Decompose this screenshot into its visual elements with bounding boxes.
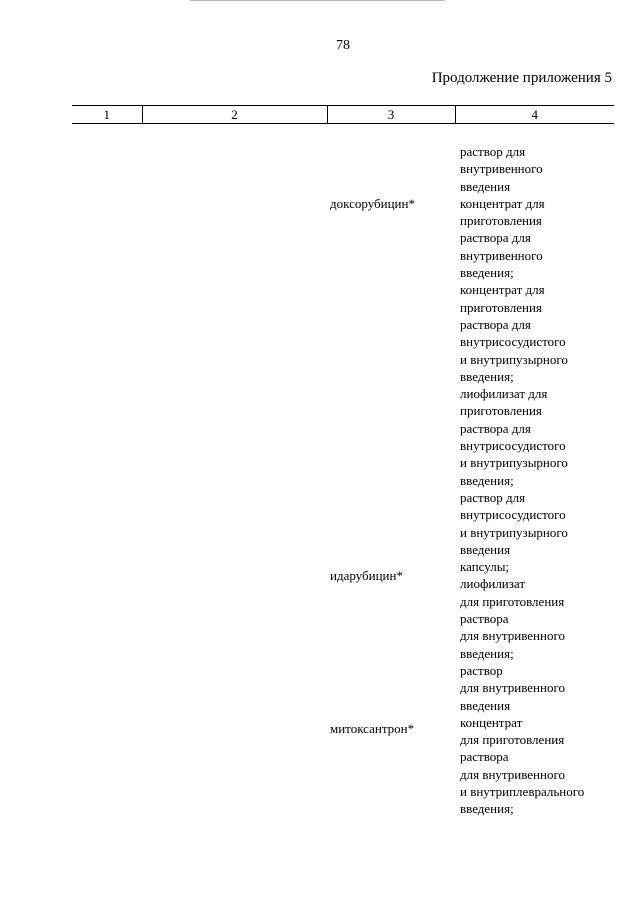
column-4-header: 4 [455, 106, 614, 124]
header-row [72, 106, 614, 124]
dosage-form-line: раствора [460, 611, 509, 627]
page-number: 78 [336, 38, 350, 53]
dosage-form-line: концентрат [460, 714, 523, 730]
dosage-form-line: раствор для [460, 489, 526, 505]
dosage-form-line: приготовления [460, 403, 542, 419]
dosage-form-line: капсулы; [460, 559, 510, 575]
dosage-form-line: и внутрипузырного [460, 351, 568, 367]
dosage-form-line: введения; [460, 801, 514, 817]
drug-name-doxorubicin: доксорубицин* [330, 196, 415, 211]
column-2-header: 2 [142, 106, 327, 124]
dosage-form-line: раствор для [460, 144, 526, 159]
dosage-form-line: для внутривенного [460, 680, 565, 696]
dosage-form-line: внутрисосудистого [460, 334, 566, 350]
dosage-form-line: и внутрипузырного [460, 455, 568, 471]
dosage-form-line: внутрисосудистого [460, 438, 566, 454]
dosage-form-line: внутривенного [460, 247, 543, 263]
dosage-form-line: приготовления [460, 213, 542, 229]
dosage-forms-column [460, 143, 620, 818]
dosage-form-line: лиофилизат для [460, 386, 548, 402]
top-rule [190, 0, 445, 3]
dosage-form-line: для внутривенного [460, 766, 565, 782]
dosage-form-line: и внутриплеврального [460, 783, 585, 799]
column-number-header [72, 105, 614, 124]
dosage-form-line: введения; [460, 265, 514, 281]
dosage-form-line: введения; [460, 368, 514, 384]
dosage-form-line: приготовления [460, 299, 542, 315]
appendix-continuation-label: Продолжение приложения 5 [431, 70, 612, 86]
dosage-form-line: для приготовления [460, 732, 565, 748]
dosage-form-line: раствора для [460, 230, 531, 246]
dosage-form-line: для приготовления [460, 593, 565, 609]
dosage-form-line: раствор [460, 662, 503, 678]
dosage-form-line: раствора [460, 749, 509, 765]
dosage-form-line: для внутривенного [460, 628, 565, 644]
column-3-header: 3 [327, 106, 455, 124]
dosage-form-line: лиофилизат [460, 576, 526, 592]
dosage-form-line: введения [460, 541, 511, 557]
dosage-form-line: внутривенного [460, 161, 543, 177]
dosage-form-line: введения; [460, 472, 514, 488]
dosage-form-line: и внутрипузырного [460, 524, 568, 540]
dosage-form-line: введения [460, 178, 511, 194]
column-1-header: 1 [72, 106, 142, 124]
dosage-form-line: введения; [460, 645, 514, 661]
dosage-form-line: раствора для [460, 316, 531, 332]
dosage-form-line: концентрат для [460, 282, 545, 298]
dosage-form-line: раствора для [460, 420, 531, 436]
dosage-form-line: внутрисосудистого [460, 507, 566, 523]
dosage-form-line: концентрат для [460, 195, 545, 211]
drug-name-mitoxantrone: митоксантрон* [330, 721, 415, 736]
dosage-form-line: введения [460, 697, 511, 713]
drug-name-idarubicin: идарубицин* [330, 568, 403, 583]
